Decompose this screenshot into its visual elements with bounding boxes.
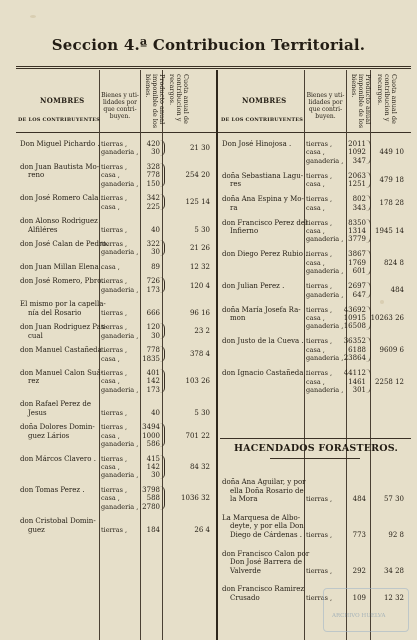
annual-quota: 178 28 — [379, 199, 404, 208]
contributor-name: mon — [230, 314, 246, 322]
header-cuota-right: Cuota anual de contribucion y recargos. — [376, 74, 398, 124]
property-type: tierras , — [306, 171, 333, 180]
property-type: ganaderia , — [306, 267, 344, 276]
header-contribuyentes-right: DE LOS CONTRIBUYENTES — [221, 117, 304, 123]
stamp-text: ARCHIVO HUELVA — [332, 613, 386, 619]
contributor-name: doña Ana Aguilar, y por — [222, 478, 306, 486]
header-top-rule-2 — [16, 68, 411, 69]
property-type: tierras , — [101, 423, 128, 432]
annual-quota: 120 4 — [189, 281, 210, 290]
annual-quota: 21 26 — [189, 244, 210, 253]
property-value: 2063 — [348, 171, 366, 180]
contributor-name: la Mora — [230, 495, 258, 504]
property-type: tierras , — [306, 282, 333, 291]
contributor-name: don Francisco Calon por — [222, 549, 310, 558]
property-type: casa , — [306, 314, 325, 322]
property-type: casa , — [101, 377, 120, 386]
contributor-name: guez — [28, 525, 45, 534]
value-bracket — [160, 277, 165, 293]
annual-quota: 449 10 — [379, 148, 404, 157]
property-value: 109 — [352, 594, 366, 602]
property-value: 120 — [146, 323, 160, 332]
annual-quota: 378 4 — [189, 350, 210, 359]
property-value: 23864 — [343, 354, 366, 363]
header-bienes-line: Bienes y uti- — [306, 92, 345, 99]
property-type: ganaderia , — [101, 179, 139, 188]
property-value: 30 — [151, 248, 160, 257]
value-bracket — [160, 455, 165, 479]
property-type: casa , — [306, 180, 325, 189]
contributor-name: don Justo de la Cueva . — [222, 337, 304, 346]
property-value: 647 — [352, 290, 366, 299]
property-type: tierras , — [101, 162, 128, 171]
contributor-name: doña Dolores Domin- — [20, 423, 95, 432]
annual-quota: 34 28 — [383, 566, 404, 575]
value-bracket — [160, 240, 165, 256]
header-bienes-line: lidades por — [308, 99, 343, 106]
property-type: tierras , — [306, 369, 333, 378]
property-type: casa , — [306, 345, 325, 354]
property-type: casa , — [101, 202, 120, 211]
property-value: 173 — [146, 285, 160, 294]
header-bienes-line: Bienes y uti- — [101, 92, 139, 99]
annual-quota: 2258 12 — [375, 377, 404, 386]
property-value: 184 — [146, 525, 160, 534]
contributor-name: Crusado — [230, 594, 260, 602]
property-type: casa , — [101, 354, 120, 363]
header-producto-left: Producto anual imponible de los bienes. — [144, 74, 166, 129]
contributor-name: doña Ana Espina y Mo- — [222, 195, 304, 204]
contributor-name: Infierno — [230, 227, 259, 235]
property-value: 3779 — [348, 235, 366, 244]
property-value: 142 — [146, 377, 160, 386]
annual-quota: 479 18 — [379, 176, 404, 184]
property-value: 292 — [352, 566, 366, 575]
property-type: ganaderia , — [101, 471, 139, 480]
property-value: 601 — [352, 267, 366, 276]
property-type: casa , — [306, 148, 325, 157]
property-type: tierras , — [306, 140, 333, 148]
property-value: 2697 — [348, 282, 366, 291]
annual-quota: 254 20 — [185, 171, 210, 180]
property-value: 802 — [352, 195, 366, 204]
contributor-name: guez Lários — [28, 431, 70, 440]
header-cuota-left: Cuota anual de contribucion y recargos. — [168, 74, 190, 124]
property-value: 3867 — [348, 250, 366, 259]
property-value: 10915 — [343, 314, 366, 322]
value-bracket — [160, 194, 165, 210]
property-value: 484 — [352, 495, 366, 504]
property-type: tierras , — [306, 195, 333, 204]
property-type: tierras , — [306, 250, 333, 259]
property-type: tierras , — [306, 337, 333, 346]
contributor-name: don Rafael Perez de — [20, 400, 91, 409]
annual-quota: 12 32 — [383, 594, 404, 602]
header-bienes-line: buyen. — [109, 113, 131, 120]
property-value: 1461 — [348, 377, 366, 386]
property-type: ganaderia , — [101, 331, 139, 340]
header-bienes-line: que contri- — [103, 106, 137, 113]
property-value: 415 — [146, 454, 160, 463]
property-value: 44112 — [343, 369, 366, 378]
property-type: casa , — [306, 377, 325, 386]
value-bracket — [160, 323, 165, 339]
contributor-name: Diego de Cárdenas . — [230, 531, 302, 539]
contributor-name: Don José Barrera de — [230, 558, 303, 567]
contributor-name: don Juan Rodriguez Pas- — [20, 323, 107, 332]
property-value: 1251 — [348, 180, 366, 189]
value-bracket — [160, 346, 165, 362]
property-type: tierras , — [306, 594, 333, 602]
contributor-name: doña María Josefa Ra- — [222, 305, 301, 314]
property-type: ganaderia , — [101, 502, 139, 511]
property-type: ganaderia , — [306, 386, 344, 394]
header-bottom-rule — [16, 132, 411, 133]
property-value: 328 — [146, 162, 160, 171]
header-nombres-right: NOMBRES — [242, 96, 287, 105]
property-value: 3798 — [142, 485, 160, 494]
contributor-name: cual — [28, 331, 43, 340]
value-bracket — [160, 423, 165, 447]
column-divider — [99, 70, 100, 640]
annual-quota: 9609 6 — [379, 345, 404, 354]
header-top-rule — [16, 66, 411, 67]
property-value: 322 — [146, 240, 160, 248]
property-type: tierras , — [101, 485, 128, 494]
property-value: 89 — [151, 262, 160, 271]
contributor-name: Alfiléres — [28, 225, 58, 234]
property-value: 150 — [146, 179, 160, 188]
property-type: casa , — [306, 203, 325, 212]
annual-quota: 21 30 — [189, 144, 210, 153]
property-value: 30 — [151, 148, 160, 157]
property-value: 301 — [352, 386, 366, 394]
property-type: tierras , — [306, 531, 333, 539]
contributor-name: don Francisco Ramirez — [222, 585, 305, 594]
property-value: 342 — [146, 194, 160, 203]
property-value: 347 — [352, 156, 366, 165]
contributor-name: Valverde — [230, 566, 261, 575]
annual-quota: 92 8 — [388, 531, 404, 539]
property-value: 2011 — [348, 140, 366, 148]
contributor-name: don Manuel Calon Suá- — [20, 369, 103, 377]
property-value: 666 — [146, 308, 160, 317]
property-type: ganaderia , — [306, 290, 344, 299]
property-type: tierras , — [101, 346, 128, 355]
property-value: 8350 — [348, 218, 366, 227]
property-value: 778 — [146, 171, 160, 180]
property-value: 343 — [352, 203, 366, 212]
contributor-name: res — [230, 180, 242, 189]
property-type: tierras , — [101, 454, 128, 463]
property-type: tierras , — [306, 218, 333, 227]
property-value: 773 — [352, 531, 366, 539]
property-value: 6188 — [348, 345, 366, 354]
contributor-name: rez — [28, 377, 40, 386]
property-value: 1769 — [348, 258, 366, 267]
property-value: 40 — [151, 408, 160, 417]
annual-quota: 1945 14 — [375, 227, 404, 235]
header-bienes-line: buyen. — [315, 113, 336, 120]
contributor-name: don José Romero Cala . — [20, 194, 103, 203]
contributor-name: don Diego Perez Rubio . — [222, 250, 308, 259]
property-type: tierras , — [101, 194, 128, 203]
header-bienes-right — [305, 92, 346, 120]
section-top-rule — [220, 438, 411, 439]
property-type: tierras , — [101, 140, 128, 148]
property-value: 1000 — [142, 431, 160, 440]
property-type: ganaderia , — [101, 440, 139, 448]
property-value: 30 — [151, 331, 160, 340]
annual-quota: 57 30 — [383, 495, 404, 504]
contributor-name: don Manuel Castañeda . — [20, 346, 107, 355]
page-title: Seccion 4.ª Contribucion Territorial. — [51, 36, 366, 54]
property-type: tierras , — [101, 277, 128, 286]
contributor-name: don José Calan de Pedro. — [20, 240, 109, 248]
property-value: 588 — [146, 494, 160, 503]
header-bienes-line: lidades por — [103, 99, 137, 106]
property-type: tierras , — [101, 369, 128, 377]
annual-quota: 1036 32 — [181, 494, 210, 503]
property-value: 726 — [146, 277, 160, 286]
property-value: 40 — [151, 225, 160, 234]
property-type: ganaderia , — [101, 148, 139, 157]
property-value: 1835 — [142, 354, 160, 363]
annual-quota: 103 26 — [185, 377, 210, 386]
contributor-name: don Cristobal Domin- — [20, 517, 96, 526]
property-type: tierras , — [101, 323, 128, 332]
contributor-name: Jesus — [28, 408, 47, 417]
header-producto-right: Producto anual imponible de los bienes. — [350, 74, 372, 129]
archive-stamp — [323, 588, 409, 632]
property-value: 142 — [146, 462, 160, 471]
contributor-name: don Alonso Rodriguez — [20, 217, 98, 226]
contributor-name: don Juan Millan Elena . — [20, 262, 104, 271]
property-type: tierras , — [101, 525, 128, 534]
value-bracket — [160, 163, 165, 187]
contributor-name: El mismo por la capella- — [20, 300, 106, 309]
property-type: ganaderia , — [306, 235, 344, 244]
property-value: 36352 — [343, 337, 366, 346]
property-value: 420 — [146, 140, 160, 148]
property-type: ganaderia , — [306, 156, 344, 165]
property-value: 586 — [146, 440, 160, 448]
contributor-name: La Marquesa de Albo- — [222, 513, 301, 522]
property-value: 16508 — [343, 322, 366, 331]
property-type: ganaderia , — [101, 385, 139, 394]
contributor-name: don Márcos Clavero . — [20, 454, 96, 463]
contributor-name: Don José Hinojosa . — [222, 140, 292, 148]
property-type: casa , — [306, 258, 325, 267]
property-type: tierras , — [306, 305, 333, 314]
header-nombres-left: NOMBRES — [40, 96, 85, 105]
paper-stain — [380, 300, 384, 304]
property-type: casa , — [101, 431, 120, 440]
property-type: casa , — [101, 462, 120, 471]
property-value: 2780 — [142, 502, 160, 511]
contributor-name: doña Sebastiana Lagu- — [222, 171, 304, 180]
property-type: casa , — [101, 171, 120, 180]
annual-quota: 12 32 — [189, 262, 210, 271]
section-underline — [270, 458, 360, 459]
annual-quota: 125 14 — [185, 198, 210, 207]
annual-quota: 96 16 — [189, 308, 210, 317]
value-bracket — [160, 140, 165, 156]
property-type: casa , — [101, 494, 120, 503]
property-value: 43692 — [343, 305, 366, 314]
annual-quota: 5 30 — [194, 408, 210, 417]
contributor-name: don Julian Perez . — [222, 282, 285, 291]
property-value: 3494 — [142, 423, 160, 432]
annual-quota: 824 8 — [383, 258, 404, 267]
property-value: 778 — [146, 346, 160, 355]
value-bracket — [160, 486, 165, 510]
contributor-name: don Ignacio Castañeda . — [222, 369, 308, 378]
property-type: casa , — [101, 262, 120, 271]
page-center-divider — [216, 70, 218, 640]
contributor-name: ella Doña Rosario de — [230, 486, 304, 495]
annual-quota: 10263 26 — [370, 314, 404, 322]
section-title: HACENDADOS FORASTEROS. — [234, 443, 398, 454]
contributor-name: reno — [28, 171, 45, 180]
contributor-name: deyte, y por ella Don — [230, 522, 304, 531]
property-value: 1092 — [348, 148, 366, 157]
contributor-name: Don Miguel Pichardo . — [20, 140, 100, 148]
header-bienes-line: que contri- — [308, 106, 343, 113]
annual-quota: 484 — [390, 286, 404, 295]
property-type: ganaderia , — [306, 322, 344, 331]
header-contribuyentes-left: DE LOS CONTRIBUYENTES — [18, 117, 101, 123]
contributor-name: nía del Rosario — [28, 308, 82, 317]
annual-quota: 26 4 — [194, 525, 210, 534]
contributor-name: don Juan Bautista Mo- — [20, 162, 100, 171]
contributor-name: don Francisco Perez del — [222, 218, 308, 227]
property-type: tierras , — [306, 495, 333, 504]
property-type: tierras , — [101, 408, 128, 417]
annual-quota: 84 32 — [189, 462, 210, 471]
property-value: 173 — [146, 385, 160, 394]
property-value: 225 — [146, 202, 160, 211]
annual-quota: 23 2 — [194, 327, 210, 336]
paper-stain — [30, 15, 36, 18]
property-type: ganaderia , — [101, 248, 139, 257]
contributor-name: ra — [230, 203, 238, 212]
property-type: ganaderia , — [306, 354, 344, 363]
contributor-name: don Tomas Perez . — [20, 485, 85, 494]
property-type: casa , — [306, 227, 325, 235]
header-bienes-left — [100, 92, 140, 120]
property-type: tierras , — [101, 308, 128, 317]
property-value: 30 — [151, 471, 160, 480]
annual-quota: 5 30 — [194, 225, 210, 234]
property-value: 1314 — [348, 227, 366, 235]
property-type: ganaderia , — [101, 285, 139, 294]
annual-quota: 701 22 — [185, 431, 210, 440]
property-type: tierras , — [101, 240, 128, 248]
property-value: 401 — [146, 369, 160, 377]
property-type: tierras , — [101, 225, 128, 234]
contributor-name: don José Romero, Pbro. — [20, 277, 104, 286]
property-type: tierras , — [306, 566, 333, 575]
value-bracket — [160, 369, 165, 393]
